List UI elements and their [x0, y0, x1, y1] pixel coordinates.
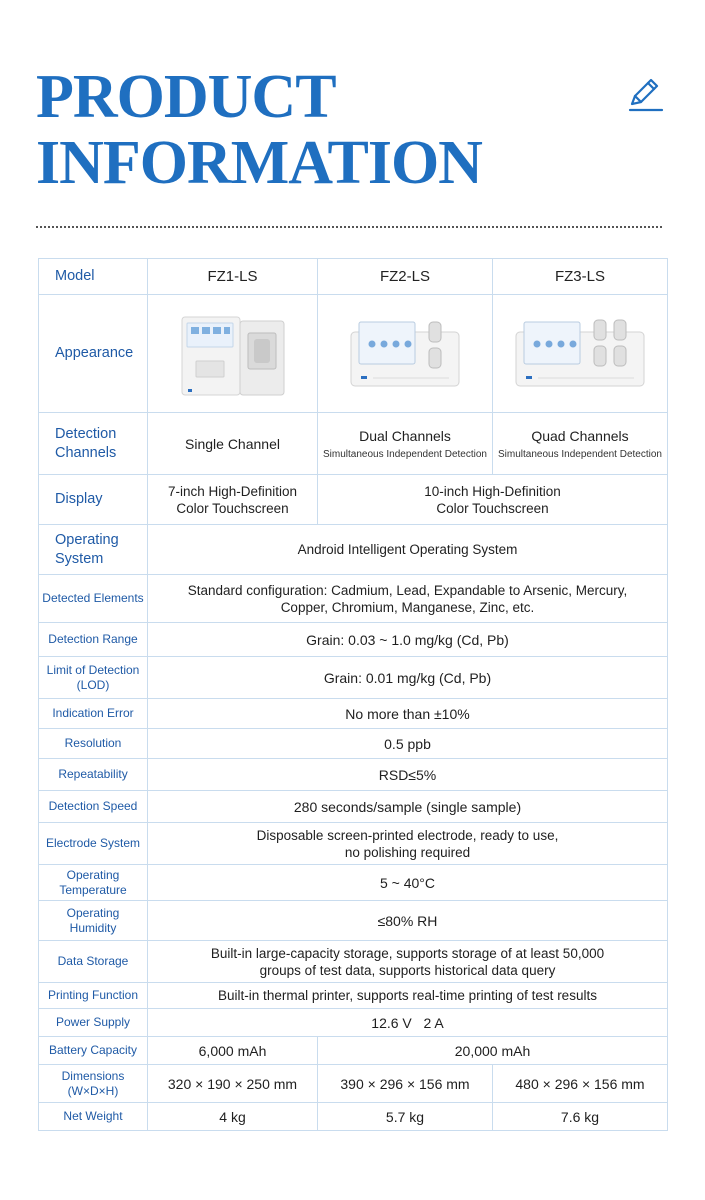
title-line-1: PRODUCT — [36, 63, 336, 131]
appearance-fz3 — [493, 295, 668, 413]
device-fz2-image — [345, 314, 465, 394]
row-printing — [39, 983, 668, 1009]
speed-value: 280 seconds/sample (single sample) — [148, 791, 668, 823]
row-repeatability — [39, 759, 668, 791]
power-value: 12.6 V 2 A — [148, 1009, 668, 1037]
row-power — [39, 1009, 668, 1037]
row-humidity — [39, 901, 668, 941]
row-storage — [39, 941, 668, 983]
battery-fz23: 20,000 mAh — [318, 1037, 668, 1065]
weight-fz2: 5.7 kg — [318, 1103, 493, 1131]
label-appearance: Appearance — [39, 295, 148, 413]
label-error: Indication Error — [39, 699, 148, 729]
electrode-value: Disposable screen-printed electrode, ready to use, no polishing required — [148, 823, 668, 865]
row-battery — [39, 1037, 668, 1065]
resolution-value: 0.5 ppb — [148, 729, 668, 759]
dimensions-fz1: 320 × 190 × 250 mm — [148, 1065, 318, 1103]
weight-fz3: 7.6 kg — [493, 1103, 668, 1131]
edit-pencil-icon — [626, 74, 666, 114]
model-fz2: FZ2-LS — [318, 259, 493, 295]
label-os: Operating System — [39, 525, 148, 575]
temperature-value: 5 ~ 40°C — [148, 865, 668, 901]
elements-value: Standard configuration: Cadmium, Lead, Expandable to Arsenic, Mercury, Copper, Chromium, Manganese, Zinc, etc. — [148, 575, 668, 623]
label-elements: Detected Elements — [39, 575, 148, 623]
row-channels — [39, 413, 668, 475]
label-range: Detection Range — [39, 623, 148, 657]
battery-fz1: 6,000 mAh — [148, 1037, 318, 1065]
label-humidity: Operating Humidity — [39, 901, 148, 941]
row-range — [39, 623, 668, 657]
label-power: Power Supply — [39, 1009, 148, 1037]
model-fz3: FZ3-LS — [493, 259, 668, 295]
label-weight: Net Weight — [39, 1103, 148, 1131]
label-channels: Detection Channels — [39, 413, 148, 475]
spec-table — [38, 258, 668, 1131]
storage-value: Built-in large-capacity storage, supports storage of at least 50,000 groups of test data, supports historical data query — [148, 941, 668, 983]
display-fz1: 7-inch High-Definition Color Touchscreen — [148, 475, 318, 525]
channels-fz2: Dual Channels Simultaneous Independent Detection — [318, 413, 493, 475]
lod-value: Grain: 0.01 mg/kg (Cd, Pb) — [148, 657, 668, 699]
page-title — [36, 64, 482, 196]
channels-fz1: Single Channel — [148, 413, 318, 475]
row-os — [39, 525, 668, 575]
row-temperature — [39, 865, 668, 901]
label-electrode: Electrode System — [39, 823, 148, 865]
device-fz3-image — [510, 314, 650, 394]
label-display: Display — [39, 475, 148, 525]
row-display — [39, 475, 668, 525]
weight-fz1: 4 kg — [148, 1103, 318, 1131]
label-lod: Limit of Detection (LOD) — [39, 657, 148, 699]
row-electrode — [39, 823, 668, 865]
dimensions-fz2: 390 × 296 × 156 mm — [318, 1065, 493, 1103]
row-model — [39, 259, 668, 295]
label-temperature: Operating Temperature — [39, 865, 148, 901]
humidity-value: ≤80% RH — [148, 901, 668, 941]
repeatability-value: RSD≤5% — [148, 759, 668, 791]
model-fz1: FZ1-LS — [148, 259, 318, 295]
printing-value: Built-in thermal printer, supports real-time printing of test results — [148, 983, 668, 1009]
row-lod — [39, 657, 668, 699]
label-storage: Data Storage — [39, 941, 148, 983]
appearance-fz1 — [148, 295, 318, 413]
label-repeatability: Repeatability — [39, 759, 148, 791]
row-appearance — [39, 295, 668, 413]
row-error — [39, 699, 668, 729]
label-dimensions: Dimensions (W×D×H) — [39, 1065, 148, 1103]
label-model: Model — [39, 259, 148, 295]
title-line-2: INFORMATION — [36, 129, 482, 197]
label-printing: Printing Function — [39, 983, 148, 1009]
label-resolution: Resolution — [39, 729, 148, 759]
row-speed — [39, 791, 668, 823]
dotted-divider — [36, 226, 662, 228]
row-resolution — [39, 729, 668, 759]
label-battery: Battery Capacity — [39, 1037, 148, 1065]
row-elements — [39, 575, 668, 623]
error-value: No more than ±10% — [148, 699, 668, 729]
appearance-fz2 — [318, 295, 493, 413]
row-dimensions — [39, 1065, 668, 1103]
range-value: Grain: 0.03 ~ 1.0 mg/kg (Cd, Pb) — [148, 623, 668, 657]
display-fz23: 10-inch High-Definition Color Touchscreen — [318, 475, 668, 525]
device-fz1-image — [178, 309, 288, 399]
label-speed: Detection Speed — [39, 791, 148, 823]
row-weight — [39, 1103, 668, 1131]
os-value: Android Intelligent Operating System — [148, 525, 668, 575]
channels-fz3: Quad Channels Simultaneous Independent Detection — [493, 413, 668, 475]
dimensions-fz3: 480 × 296 × 156 mm — [493, 1065, 668, 1103]
